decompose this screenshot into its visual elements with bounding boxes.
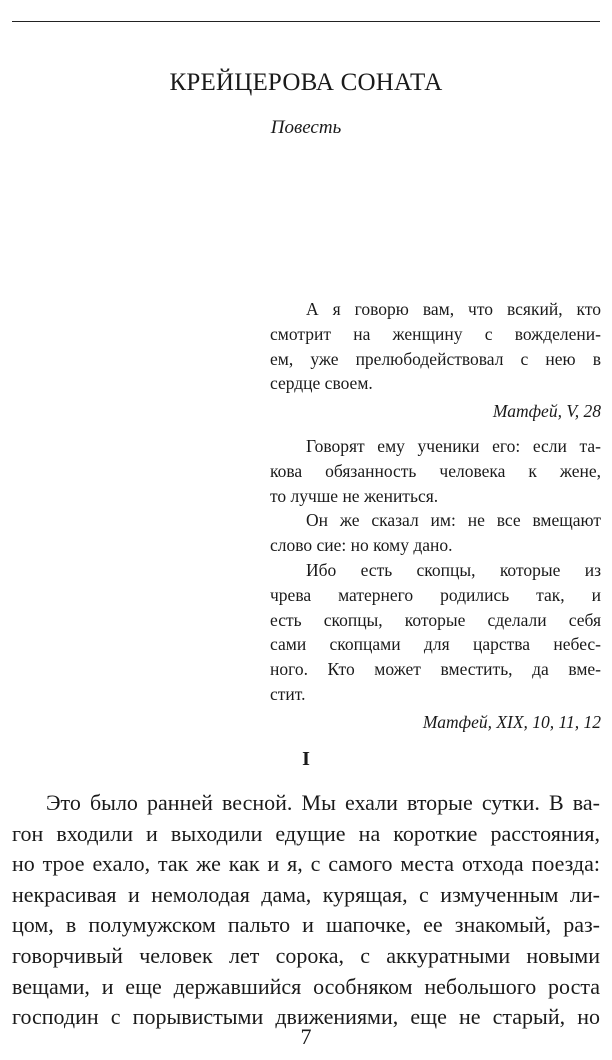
chapter-number: I bbox=[302, 748, 310, 770]
epigraph-line: есть скопцы, которые сделали себя bbox=[270, 609, 601, 630]
body-paragraph bbox=[12, 788, 600, 1033]
epigraph-line: Говорят ему ученики его: если та- bbox=[306, 436, 601, 456]
epigraph-line: А я говорю вам, что всякий, кто bbox=[306, 299, 601, 319]
body-line: гон входили и выходили едущие на короткие расстояния, bbox=[12, 820, 600, 846]
epigraph-line: Он же сказал им: не все вмещают bbox=[306, 510, 601, 531]
body-line: некрасивая и немолодая дама, курящая, с измученным ли- bbox=[12, 881, 600, 907]
epigraph-line: стит. bbox=[270, 683, 306, 704]
body-line: говорчивый человек лет сорока, с аккуратными новыми bbox=[12, 942, 600, 968]
epigraph-1 bbox=[270, 297, 601, 424]
epigraph-line: кова обязанность человека к жене, bbox=[270, 460, 601, 481]
body-line: цом, в полумужском пальто и шапочке, ее знакомый, раз- bbox=[12, 912, 600, 938]
epigraph-line: то лучше не жениться. bbox=[270, 485, 439, 506]
page-number: 7 bbox=[300, 1024, 312, 1049]
body-line: но трое ехало, так же как и я, с самого места отхода поезда: bbox=[12, 851, 600, 877]
body-line: Это было ранней весной. Мы ехали вторые сутки. В ва- bbox=[46, 790, 600, 815]
body-line: вещами, и еще державшийся особняком небольшого роста bbox=[12, 973, 600, 999]
epigraph-line: ем, уже прелюбодействовал с нею в bbox=[270, 348, 601, 369]
story-title: КРЕЙЦЕРОВА СОНАТА bbox=[169, 69, 443, 96]
epigraph-citation: Матфей, V, 28 bbox=[492, 401, 601, 422]
epigraph-2 bbox=[270, 434, 601, 735]
story-subtitle: Повесть bbox=[270, 117, 342, 138]
epigraph-line: Ибо есть скопцы, которые из bbox=[306, 559, 601, 580]
epigraph-line: слово сие: но кому дано. bbox=[270, 535, 453, 556]
epigraph-line: смотрит на женщину с вожделени- bbox=[270, 323, 601, 344]
epigraph-line: сами скопцами для царства небес- bbox=[270, 634, 601, 655]
top-rule bbox=[12, 21, 600, 22]
epigraph-line: чрева матернего родились так, и bbox=[270, 584, 601, 605]
body-line: господин с порывистыми движениями, еще не старый, но bbox=[12, 1004, 600, 1030]
epigraph-citation: Матфей, XIX, 10, 11, 12 bbox=[422, 711, 601, 732]
epigraph-line: ного. Кто может вместить, да вме- bbox=[270, 659, 601, 680]
epigraph-line: сердце своем. bbox=[270, 373, 373, 394]
